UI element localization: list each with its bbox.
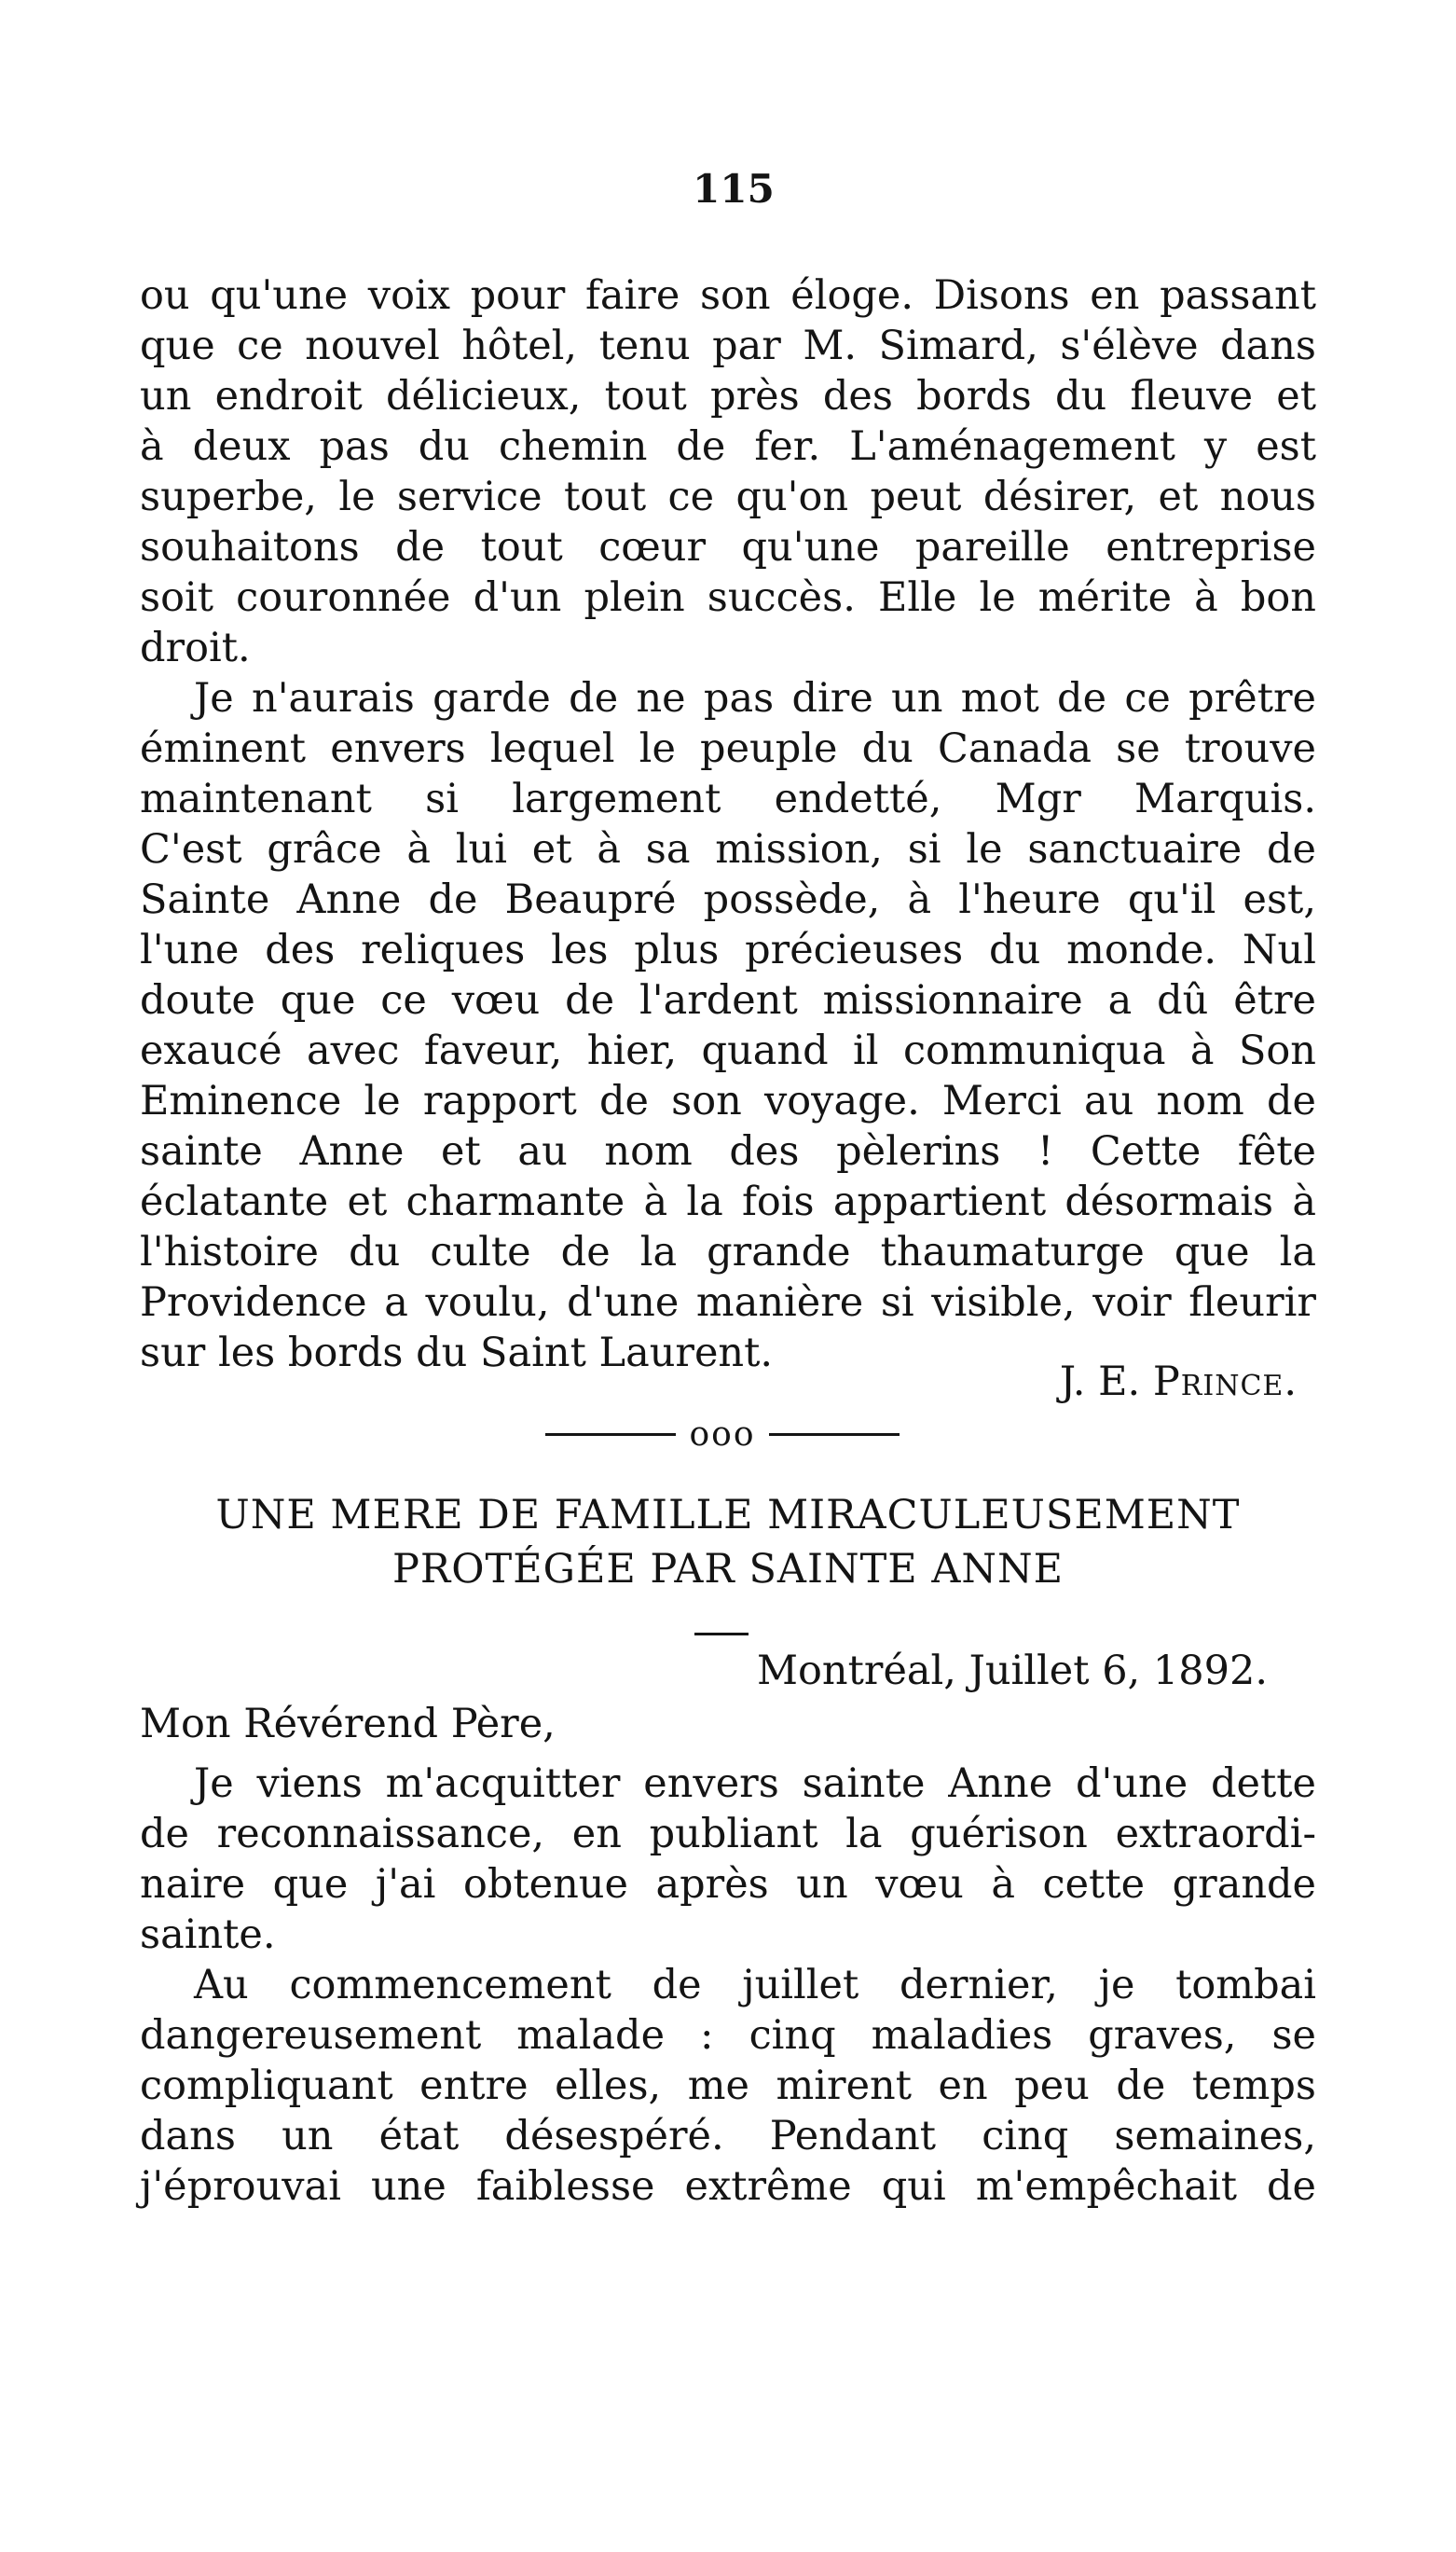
letter-dateline: Montréal, Juillet 6, 1892. bbox=[757, 1648, 1268, 1694]
text-line: Eminence le rapport de son voyage. Merci au nom de bbox=[140, 1078, 1316, 1124]
text-line: C'est grâce à lui et à sa mission, si le sanctuaire de bbox=[140, 826, 1316, 873]
text-line: l'une des reliques les plus précieuses du monde. Nul bbox=[140, 927, 1316, 973]
separator-rule-left bbox=[545, 1433, 676, 1436]
text-line: Sainte Anne de Beaupré possède, à l'heure qu'il est, bbox=[140, 876, 1316, 923]
text-line: sur les bords du Saint Laurent. bbox=[140, 1330, 774, 1376]
text-line: superbe, le service tout ce qu'on peut désirer, et nous bbox=[140, 474, 1316, 520]
text-line: compliquant entre elles, me mirent en peu de temps bbox=[140, 2062, 1316, 2109]
text-line: sainte. bbox=[140, 1911, 276, 1958]
signature-surname: Prince. bbox=[1152, 1359, 1298, 1405]
text-line: Providence a voulu, d'une manière si visible, voir fleurir bbox=[140, 1279, 1316, 1326]
signature bbox=[960, 1357, 1298, 1407]
text-line: Je viens m'acquitter envers sainte Anne d'une dette bbox=[194, 1760, 1316, 1807]
text-line: dangereusement malade : cinq maladies graves, se bbox=[140, 2012, 1316, 2059]
text-line: Au commencement de juillet dernier, je tombai bbox=[194, 1962, 1316, 2008]
text-line: droit. bbox=[140, 625, 251, 671]
article-title-line-1: UNE MERE DE FAMILLE MIRACULEUSEMENT bbox=[215, 1492, 1241, 1538]
text-line: éminent envers lequel le peuple du Canada se trouve bbox=[140, 725, 1316, 772]
text-line: éclatante et charmante à la fois appartient désormais à bbox=[140, 1179, 1316, 1225]
text-line: à deux pas du chemin de fer. L'aménagement y est bbox=[140, 423, 1316, 470]
text-line: sainte Anne et au nom des pèlerins ! Cette fête bbox=[140, 1128, 1316, 1175]
text-line: l'histoire du culte de la grande thaumaturge que la bbox=[140, 1229, 1316, 1276]
text-line: maintenant si largement endetté, Mgr Marquis. bbox=[140, 776, 1316, 822]
letter-salutation: Mon Révérend Père, bbox=[140, 1701, 556, 1747]
separator-rule-right bbox=[769, 1433, 900, 1436]
text-line: doute que ce vœu de l'ardent missionnaire a dû être bbox=[140, 977, 1316, 1024]
text-line: exaucé avec faveur, hier, quand il communiqua à Son bbox=[140, 1028, 1316, 1074]
text-line: Je n'aurais garde de ne pas dire un mot de ce prêtre bbox=[194, 675, 1316, 722]
text-line: ou qu'une voix pour faire son éloge. Disons en passant bbox=[140, 272, 1316, 319]
text-line: naire que j'ai obtenue après un vœu à cette grande bbox=[140, 1861, 1316, 1908]
separator-ornament: ooo bbox=[689, 1414, 756, 1454]
text-line: que ce nouvel hôtel, tenu par M. Simard, s'élève dans bbox=[140, 323, 1316, 369]
text-line: de reconnaissance, en publiant la guérison extraordi- bbox=[140, 1811, 1316, 1857]
title-divider bbox=[694, 1633, 749, 1635]
section-separator bbox=[522, 1409, 923, 1459]
text-line: un endroit délicieux, tout près des bords du fleuve et bbox=[140, 373, 1316, 420]
text-line: souhaitons de tout cœur qu'une pareille entreprise bbox=[140, 524, 1316, 571]
article-title-line-2: PROTÉGÉE PAR SAINTE ANNE bbox=[391, 1546, 1065, 1593]
text-line: soit couronnée d'un plein succès. Elle le mérite à bon bbox=[140, 574, 1316, 621]
page-number: 115 bbox=[693, 166, 775, 212]
text-line: j'éprouvai une faiblesse extrême qui m'empêchait de bbox=[140, 2163, 1316, 2210]
text-line: dans un état désespéré. Pendant cinq semaines, bbox=[140, 2113, 1316, 2159]
signature-initials: J. E. bbox=[1059, 1359, 1141, 1405]
